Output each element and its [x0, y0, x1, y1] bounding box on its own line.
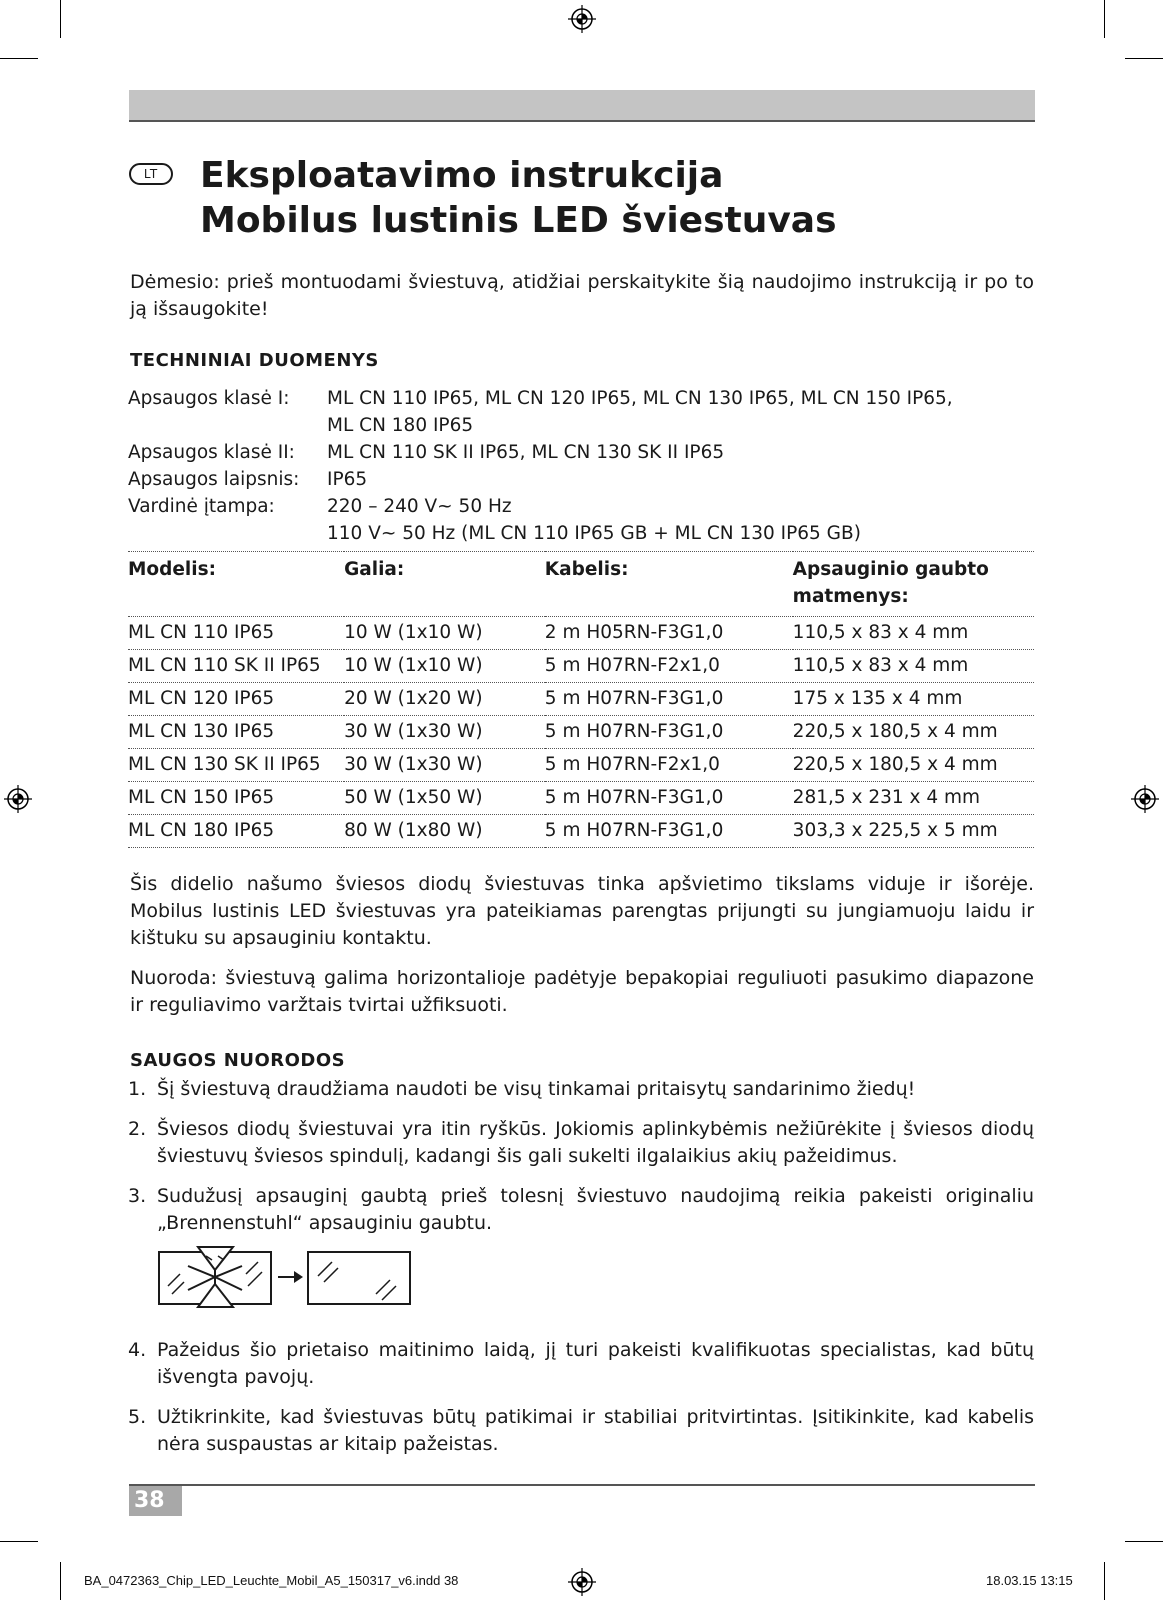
column-header-dimensions-text: Apsauginio gaubto matmenys:: [792, 559, 989, 607]
cell-model: ML CN 180 IP65: [128, 815, 344, 848]
cell-dimensions: 303,3 x 225,5 x 5 mm: [793, 815, 1034, 848]
cell-model: ML CN 130 SK II IP65: [128, 749, 344, 782]
spec-list: [128, 385, 1034, 547]
footer-rule: [129, 1484, 1035, 1486]
page-title: [200, 153, 837, 243]
spec-row: [128, 520, 1034, 547]
language-badge: LT: [129, 163, 173, 185]
cell-model: ML CN 110 IP65: [128, 617, 344, 650]
crop-mark: [60, 0, 61, 38]
note-paragraph: Nuoroda: šviestuvą galima horizontalioje padėtyje bepakopiai reguliuoti pasukimo diapazone ir reguliavimo varžtais tvirtai užfiksuoti.: [130, 967, 1034, 1016]
table-header-row: [128, 552, 1034, 617]
header-bar: [129, 90, 1035, 122]
spec-value: ML CN 180 IP65: [327, 415, 474, 436]
cell-cable: 5 m H07RN-F2x1,0: [545, 749, 793, 782]
spec-key: Vardinė įtampa:: [128, 496, 275, 517]
table-row: [128, 716, 1034, 749]
registration-mark-icon: [1131, 785, 1159, 813]
cell-model: ML CN 130 IP65: [128, 716, 344, 749]
intact-glass-icon: [308, 1252, 410, 1304]
spec-row: [128, 466, 1034, 493]
cell-model: ML CN 150 IP65: [128, 782, 344, 815]
table-row: [128, 749, 1034, 782]
page-number: 38: [129, 1486, 182, 1516]
table-row: [128, 683, 1034, 716]
spec-row: [128, 412, 1034, 439]
cell-power: 30 W (1x30 W): [344, 716, 545, 749]
title-line-1: Eksploatavimo instrukcija: [200, 155, 724, 196]
list-text: Pažeidus šio prietaiso maitinimo laidą, jį turi pakeisti kvalifikuotas specialistas, kad būtų išvengta pavojų.: [157, 1339, 1034, 1388]
list-text: Sudužusį apsauginį gaubtą prieš tolesnį šviestuvo naudojimą reikia pakeisti originaliu „Brennenstuhl“ apsauginiu gaubtu.: [157, 1185, 1034, 1234]
spec-row: [128, 493, 1034, 520]
cell-power: 10 W (1x10 W): [344, 650, 545, 683]
crop-mark: [60, 1562, 61, 1600]
cell-dimensions: 220,5 x 180,5 x 4 mm: [793, 749, 1034, 782]
cell-cable: 2 m H05RN-F3G1,0: [545, 617, 793, 650]
cell-power: 80 W (1x80 W): [344, 815, 545, 848]
models-table: [128, 551, 1034, 848]
title-line-2: Mobilus lustinis LED šviestuvas: [200, 200, 837, 241]
column-header-cable: Kabelis:: [545, 552, 793, 617]
cell-power: 30 W (1x30 W): [344, 749, 545, 782]
crop-mark: [1125, 1541, 1163, 1542]
list-item: [128, 1404, 1034, 1458]
list-text: Šviesos diodų šviestuvai yra itin ryškūs. Jokiomis aplinkybėmis nežiūrėkite į šviesos diodų šviestuvų šviesos spindulį, kadangi šis gali sukelti ilgalaikius akių pažeidimus.: [157, 1118, 1034, 1167]
spec-value: ML CN 110 SK II IP65, ML CN 130 SK II IP65: [327, 442, 725, 463]
table-row: [128, 815, 1034, 848]
list-number: 3.: [128, 1185, 147, 1207]
spec-row: [128, 385, 1034, 412]
list-text: Užtikrinkite, kad šviestuvas būtų patikimai ir stabiliai pritvirtintas. Įsitikinkite, kad kabelis nėra suspaustas ar kitaip pažeistas.: [157, 1406, 1034, 1455]
list-number: 4.: [128, 1339, 147, 1361]
table-row: [128, 782, 1034, 815]
spec-value: 110 V~ 50 Hz (ML CN 110 IP65 GB + ML CN 130 IP65 GB): [327, 523, 861, 544]
cell-cable: 5 m H07RN-F3G1,0: [545, 716, 793, 749]
spec-key: Apsaugos klasė I:: [128, 388, 290, 409]
tech-data-heading: TECHNINIAI DUOMENYS: [130, 350, 379, 371]
spec-value: ML CN 110 IP65, ML CN 120 IP65, ML CN 130 IP65, ML CN 150 IP65,: [327, 388, 953, 409]
registration-mark-icon: [568, 1568, 596, 1596]
broken-glass-icon: [159, 1247, 271, 1307]
spec-key: Apsaugos klasė II:: [128, 442, 295, 463]
cell-power: 50 W (1x50 W): [344, 782, 545, 815]
footer-timestamp: 18.03.15 13:15: [986, 1573, 1073, 1588]
crop-mark: [1104, 1562, 1105, 1600]
cell-cable: 5 m H07RN-F2x1,0: [545, 650, 793, 683]
cell-dimensions: 110,5 x 83 x 4 mm: [793, 617, 1034, 650]
list-item: [128, 1337, 1034, 1391]
crop-mark: [1104, 0, 1105, 38]
cell-dimensions: 281,5 x 231 x 4 mm: [793, 782, 1034, 815]
list-text: Šį šviestuvą draudžiama naudoti be visų tinkamai pritaisytų sandarinimo žiedų!: [157, 1078, 916, 1100]
spec-key: [128, 520, 327, 547]
spec-value: 220 – 240 V~ 50 Hz: [327, 496, 512, 517]
list-number: 2.: [128, 1118, 147, 1140]
column-header-power: Galia:: [344, 552, 545, 617]
list-item: [128, 1183, 1034, 1237]
cell-power: 10 W (1x10 W): [344, 617, 545, 650]
description-paragraph: Šis didelio našumo šviesos diodų šviestuvas tinka apšvietimo tikslams viduje ir išorėje. Mobilus lustinis LED šviestuvas yra pateikiamas parengtas prijungti su jungiamuoju laidu ir kištuku su apsauginiu kontaktu.: [130, 873, 1034, 949]
safety-heading: SAUGOS NUORODOS: [130, 1050, 346, 1071]
table-row: [128, 650, 1034, 683]
crop-mark: [1125, 58, 1163, 59]
registration-mark-icon: [568, 5, 596, 33]
spec-key: Apsaugos laipsnis:: [128, 469, 300, 490]
cell-dimensions: 175 x 135 x 4 mm: [793, 683, 1034, 716]
column-header-dimensions: [793, 552, 1034, 617]
arrow-right-icon: [278, 1271, 303, 1283]
cell-power: 20 W (1x20 W): [344, 683, 545, 716]
column-header-model: Modelis:: [128, 552, 344, 617]
list-number: 1.: [128, 1078, 147, 1100]
cell-dimensions: 220,5 x 180,5 x 4 mm: [793, 716, 1034, 749]
cell-model: ML CN 110 SK II IP65: [128, 650, 344, 683]
intro-paragraph: Dėmesio: prieš montuodami šviestuvą, atidžiai perskaitykite šią naudojimo instrukciją ir po to ją išsaugokite!: [130, 271, 1034, 320]
cell-cable: 5 m H07RN-F3G1,0: [545, 782, 793, 815]
crop-mark: [0, 58, 38, 59]
cell-cable: 5 m H07RN-F3G1,0: [545, 683, 793, 716]
footer-filename: BA_0472363_Chip_LED_Leuchte_Mobil_A5_150317_v6.indd 38: [84, 1573, 459, 1588]
cell-dimensions: 110,5 x 83 x 4 mm: [793, 650, 1034, 683]
table-row: [128, 617, 1034, 650]
glass-replacement-figure: [158, 1246, 412, 1308]
spec-value: IP65: [327, 469, 368, 490]
cell-model: ML CN 120 IP65: [128, 683, 344, 716]
registration-mark-icon: [4, 785, 32, 813]
cell-cable: 5 m H07RN-F3G1,0: [545, 815, 793, 848]
list-item: [128, 1076, 1034, 1103]
crop-mark: [0, 1541, 38, 1542]
list-item: [128, 1116, 1034, 1170]
spec-row: [128, 439, 1034, 466]
list-number: 5.: [128, 1406, 147, 1428]
spec-key: [128, 412, 327, 439]
